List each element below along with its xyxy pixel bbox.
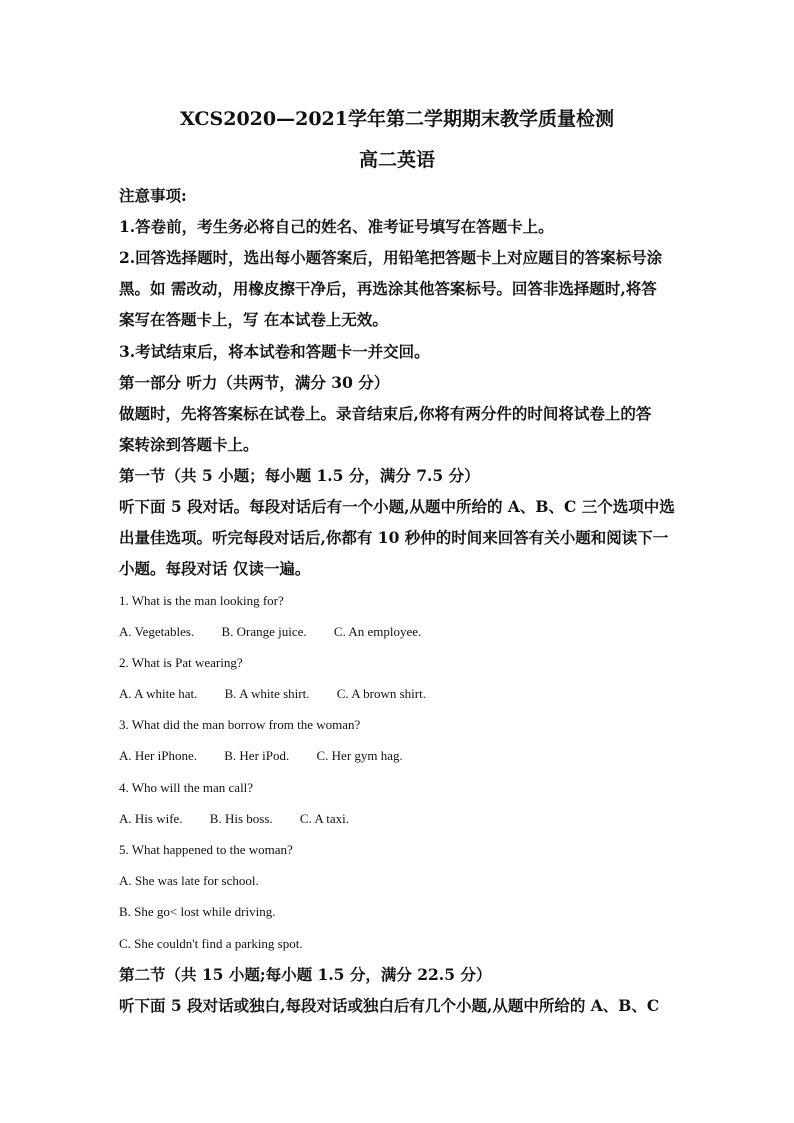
question-5-option-b: B. She go< lost while driving. — [119, 904, 276, 919]
question-3: 3. What did the man borrow from the woman? — [119, 717, 361, 732]
option-c: C. A taxi. — [299, 811, 350, 826]
exam-subject: 高二英语 — [358, 149, 435, 171]
option-a: A. Her iPhone. — [119, 748, 197, 763]
question-4-options — [119, 810, 675, 828]
option-b: B. His boss. — [209, 811, 273, 826]
notice-item-2: 2.回答选择题时，选出每小题答案后，用铅笔把答题卡上对应题目的答案标号涂 — [119, 248, 663, 267]
section1-instruction-line-1: 听下面 5 段对话。每段对话后有一个小题,从题中所给的 A、B、C 三个选项中选 — [119, 497, 675, 516]
question-1: 1. What is the man looking for? — [119, 593, 284, 608]
option-b: B. Her iPod. — [224, 748, 290, 763]
option-b: B. A white shirt. — [224, 686, 310, 701]
question-5-option-a: A. She was late for school. — [119, 873, 259, 888]
question-2-options — [119, 685, 675, 703]
section1-instruction-line-2: 出量佳选项。听完每段对话后,你都有 10 秒仲的时间来回答有关小题和阅读下一 — [119, 528, 669, 547]
notice-item-1: 1.答卷前，考生务必将自己的姓名、准考证号填写在答题卡上。 — [119, 217, 554, 236]
question-1-options — [119, 623, 675, 641]
part1-instruction-line-2: 案转涂到答题卡上。 — [119, 435, 259, 454]
notice-item-2-end: 案写在答题卡上，写 在本试卷上无效。 — [119, 310, 388, 329]
question-4: 4. Who will the man call? — [119, 780, 254, 795]
question-5-option-c: C. She couldn't find a parking spot. — [119, 936, 303, 951]
option-b: B. Orange juice. — [221, 624, 307, 639]
option-a: A. A white hat. — [119, 686, 198, 701]
option-c: C. An employee. — [333, 624, 422, 639]
exam-title: XCS2020—2021学年第二学期期末教学质量检测 — [179, 108, 614, 130]
section1-heading: 第一节（共 5 小题；每小题 1.5 分，满分 7.5 分） — [119, 466, 480, 485]
section2-heading: 第二节（共 15 小题;每小题 1.5 分，满分 22.5 分） — [119, 965, 492, 984]
notice-item-3: 3.考试结束后，将本试卷和答题卡一并交回。 — [119, 342, 430, 361]
section2-instruction: 听下面 5 段对话或独白,每段对话或独白后有几个小题,从题中所给的 A、B、C — [119, 996, 660, 1015]
part1-instruction-line-1: 做题时，先将答案标在试卷上。录音结束后,你将有两分件的时间将试卷上的答 — [119, 404, 652, 423]
option-c: C. A brown shirt. — [336, 686, 426, 701]
question-3-options — [119, 747, 675, 765]
section1-instruction-line-3: 小题。每段对话 仅读一遍。 — [119, 559, 311, 578]
part1-heading: 第一部分 听力（共两节，满分 30 分） — [119, 373, 390, 392]
question-5: 5. What happened to the woman? — [119, 842, 293, 857]
option-c: C. Her gym hag. — [316, 748, 403, 763]
option-a: A. His wife. — [119, 811, 183, 826]
notice-heading: 注意事项: — [119, 186, 187, 205]
option-a: A. Vegetables. — [119, 624, 195, 639]
question-2: 2. What is Pat wearing? — [119, 655, 243, 670]
notice-item-2-cont: 黑。如 需改动，用橡皮擦干净后，再选涂其他答案标号。回答非选择题时,将答 — [119, 279, 657, 298]
